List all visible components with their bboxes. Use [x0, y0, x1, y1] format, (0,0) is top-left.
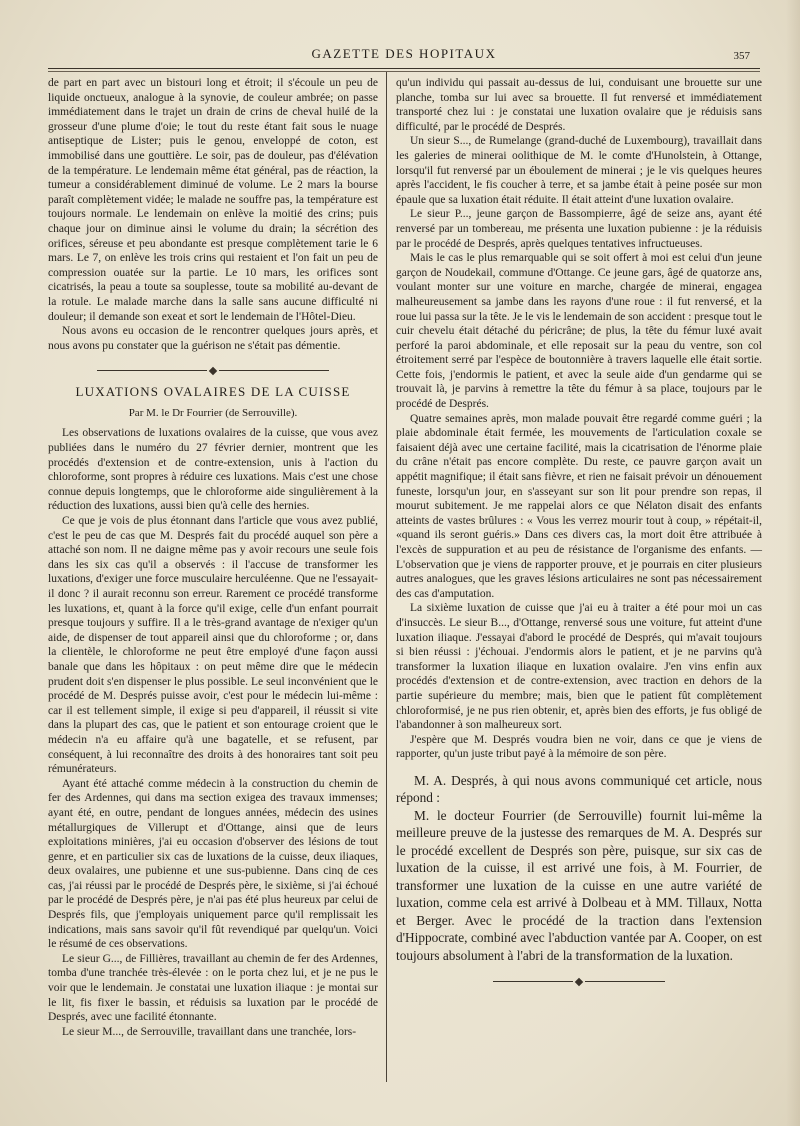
- page-header: [48, 40, 760, 70]
- prev-article-paragraph: Nous avons eu occasion de le rencontrer quelques jours après, et nous avons pu constater que la guérison ne s'était pas démentie.: [48, 325, 378, 352]
- end-ornament: [396, 974, 762, 984]
- article-paragraph: J'espère que M. Després voudra bien ne voir, dans ce que je viens de rapporter, qu'un juste tribut payé à la mémoire de son père.: [396, 733, 762, 761]
- article-paragraph: Le sieur P..., jeune garçon de Bassompierre, âgé de seize ans, ayant été renversé par un tombereau, me présenta une luxation pubienne : je la réduisis par le procédé de Després, après quelques tentatives infructueuses.: [396, 208, 762, 250]
- page-number: 357: [733, 50, 750, 62]
- prev-article-paragraph: de part en part avec un bistouri long et étroit; il s'écoule un peu de liquide onctueux, analogue à la synovie, de couleur ambrée; on passe immédiatement dans le trajet un drain de crins de cheval huilé de la grosseur d'une plume d'oie; le tout du reste étant fait sous le nuage antiseptique de Lister; puis le genou, enveloppé de coton, est immobilisé dans une gouttière. Le soir, pas de douleur, pas d'élévation de la température. Le lendemain même état général, pas de réaction, la tumeur a considérablement diminué de volume. Le 2 mars la bourse paraît complètement vidée; le malade ne souffre pas, la température est toujours normale. Le lendemain on enlève la moitié des crins; puis chaque jour on diminue ainsi le volume du drain; la sécrétion des orifices, séreuse et peu abondante est presque complètement tarie le 6 mars. Le 7, on enlève les trois crins qui restaient et l'on fait un peu de compression ouatée sur la partie. Le 10 mars, les orifices sont cicatrisés, la peau a toute sa souplesse, toute sa mobilité au-devant de la rotule. Le malade marche dans la salle sans aucune difficulté ni douleur; il demande son exeat et sort le lendemain de l'Hôtel-Dieu.: [48, 77, 378, 323]
- article-paragraph: qu'un individu qui passait au-dessus de lui, conduisant une brouette sur une planche, tomba sur lui avec sa brouette. Il fut renversé et immédiatement transporté chez lui : je constatai une luxation ovalaire que je réduisis sans difficulté, par le procédé de Després.: [396, 77, 762, 133]
- article-paragraph: Quatre semaines après, mon malade pouvait être regardé comme guéri ; la plaie abdominale était fermée, les mouvements de l'articulation coxale se faisaient déjà avec une certaine facilité, mais la cicatrisation de l'énorme plaie du crâne n'était pas encore complète. Du reste, ce pauvre garçon avait un appétit magnifique; il était sans fièvre, et rien ne faisait prévoir un dénouement funeste, lorsqu'un jour, en s'asseyant sur son lit pour prendre son repas, il mourut subitement. Je me rappelai alors ce que Nélaton disait des enfants atteints de vastes brûlures : « Vous les verrez mourir tout à coup, » répétait-il, «quand ils seront guéris.» Dans ces divers cas, la mort doit être attribuée à l'excès de suppuration et au peu de résistance de l'organisme des enfants. — L'observation que je viens de rapporter prouve, et je pourrais en citer plusieurs autres analogues, que les graves lésions articulaires ne sont pas nécessairement des cas d'amputation.: [396, 412, 762, 600]
- ornament-line: [97, 370, 207, 371]
- page-edge-shadow: [786, 0, 800, 1126]
- article-paragraph: Les observations de luxations ovalaires de la cuisse, que vous avez publiées dans le numéro du 27 février dernier, montrent que les procédés d'extension et de contre-extension, unis à l'action du chloroforme, sont propres à réduire ces luxations. Mais c'est une chose connue depuis longtemps, que le chloroforme aide singulièrement à la réduction des luxations, aussi bien qu'à celle des hernies.: [48, 427, 378, 513]
- article-paragraph: Ayant été attaché comme médecin à la construction du chemin de fer des Ardennes, qui dans ma section exigea des travaux immenses; ayant été, en outre, pendant de longues années, médecin des usines métallurgiques de Villerupt et d'Ottange, ainsi que de leurs exploitations minières, j'ai eu occasion d'observer des lésions de tout genre, et en particulier six cas de luxations de la cuisse, deux iliaques, deux ovalaires, une pubienne et une sus-pubienne. Dans cinq de ces cas, j'ai réussi par le procédé de Després père, le sixième, si j'ai échoué par le procédé de Després père, je n'ai pas été plus heureux par celui de Després fils, que j'employais uniquement parce qu'il remplissait les indications, mais sans savoir qu'il fût revendiqué par quelqu'un. Voici le résumé de ces observations.: [48, 777, 378, 951]
- ornament-diamond: [575, 978, 583, 986]
- ornament-diamond: [209, 366, 217, 374]
- article-paragraph: La sixième luxation de cuisse que j'ai eu à traiter a été pour moi un cas d'insuccès. Le sieur B..., d'Ottange, renversé sous une voiture, fut atteint d'une luxation iliaque. J'essayai d'abord le procédé de Després, qui m'avait toujours si bien réussi : j'échouai. J'endormis alors le patient, et je ne parvins qu'à transformer la luxation iliaque en luxation ovalaire. J'en vins enfin aux procédés d'extension et de contre-extension, avec traction en dehors de la partie supérieure du membre; mais, bien que le patient fût complètement chloroformisé, je ne pus rien obtenir, et, après bien des efforts, je fus obligé de l'abandonner à son malheureux sort.: [396, 602, 762, 732]
- article-paragraph: Un sieur S..., de Rumelange (grand-duché de Luxembourg), travaillait dans les galeries de minerai oolithique de M. le comte d'Hunolstein, à Ottange, lorsqu'il fut renversé par un éboulement de minerai ; je le vis quelques heures après l'accident, le fis coucher à terre, et sa jambe était à peine posée sur mon épaule que sa luxation était réduite. Il était atteint d'une luxation ovalaire.: [396, 135, 762, 206]
- header-rule-secondary: [48, 71, 760, 72]
- article-title: LUXATIONS OVALAIRES DE LA CUISSE: [75, 384, 351, 400]
- article-paragraph: Le sieur G..., de Fillières, travaillant au chemin de fer des Ardennes, tomba d'une tranchée très-élevée : on le porta chez lui, et je ne pus le voir que le lendemain. Je constatai une luxation iliaque : je montai sur le lit, fis fixer le bassin, et réduisis sa luxation par le procédé de Després, avec une facilité étonnante.: [48, 952, 378, 1024]
- article-paragraph: Mais le cas le plus remarquable qui se soit offert à moi est celui d'un jeune garçon de Noudekail, commune d'Ottange. Ce jeune gars, âgé de quatorze ans, voulant monter sur une voiture en marche, chargée de minerai, engagea malheureusement sa jambe dans les rayons d'une roue : il fut renversé, et la roue lui passa sur la tête. Je le vis le lendemain de son accident : presque tout le cuir chevelu était détaché du péricrâne; de plus, la tête du fémur luxé avait perforé la paroi abdominale, et elle reposait sur la peau du ventre, son col étroitement serré par l'espèce de boutonnière à travers laquelle elle était sortie. Cette fois, j'endormis le patient, et avec la seule aide d'un gendarme qui se trouvait là, je parvins à remettre la tête du fémur à sa place, toujours par le procédé de Després.: [396, 252, 762, 411]
- reply-paragraph: M. A. Després, à qui nous avons communiqué cet article, nous répond :: [396, 772, 762, 806]
- article-byline: Par M. le Dr Fourrier (de Serrouville).: [128, 406, 298, 419]
- column-divider: [386, 72, 387, 1082]
- article-paragraph: Le sieur M..., de Serrouville, travaillant dans une tranchée, lors-: [62, 1025, 357, 1038]
- left-column: [48, 76, 378, 1039]
- ornament-line: [493, 981, 573, 982]
- header-rule: [48, 68, 760, 69]
- editor-reply: [396, 772, 762, 965]
- section-ornament: [48, 363, 378, 373]
- ornament-line: [585, 981, 665, 982]
- article-paragraph: Ce que je vois de plus étonnant dans l'article que vous avez publié, c'est le peu de cas que M. Després fait du procédé auquel son père a attaché son nom. Il ne daigne même pas y avoir recours une seule fois dans les six cas qu'il a observés : il l'accuse de transformer les luxations, d'exiger une force musculaire herculéenne. Que ne l'essayait-il donc ? il aurait reconnu son erreur. Rarement ce procédé transforme les luxations, et, quant à la force qu'il exige, celle d'un enfant pourrait presque toujours y suffire. Il a le très-grand avantage de n'exiger qu'un aide, de dispenser de tout appareil ainsi que du chloroforme ; or, dans la clientèle, le chloroforme ne peut être employé d'une façon aussi banale que dans les hôpitaux : on peut même dire que le médecin prudent doit s'en dispenser le plus possible. Le seul inconvénient que le procédé de M. Després puisse avoir, c'est pour le médecin lui-même : car il est tellement simple, il exige si peu d'appareil, il réussit si vite dans la plupart des cas, que le patient et son entourage croient que le médecin n'a eu affaire qu'à une bagatelle, et se refusent, par conséquent, à lui reconnaître des droits à des honoraires tant soit peu rémunérateurs.: [48, 515, 378, 776]
- running-title: GAZETTE DES HOPITAUX: [311, 46, 497, 61]
- right-column: [396, 76, 762, 992]
- reply-paragraph: M. le docteur Fourrier (de Serrouville) fournit lui-même la meilleure preuve de la justesse des remarques de M. A. Després sur le procédé excellent de Després son père, puisque, sur six cas de luxation de la cuisse, il est arrivé une fois, à M. Fourrier, de transformer une luxation de la cuisse en une autre variété de luxation, comme cela est arrivé à Dolbeau et à MM. Tillaux, Notta et Berger. Avec le procédé de la traction dans l'extension d'Hippocrate, combiné avec l'abduction vantée par A. Cooper, on est toujours absolument à l'abri de la transformation de la luxation.: [396, 807, 762, 963]
- ornament-line: [219, 370, 329, 371]
